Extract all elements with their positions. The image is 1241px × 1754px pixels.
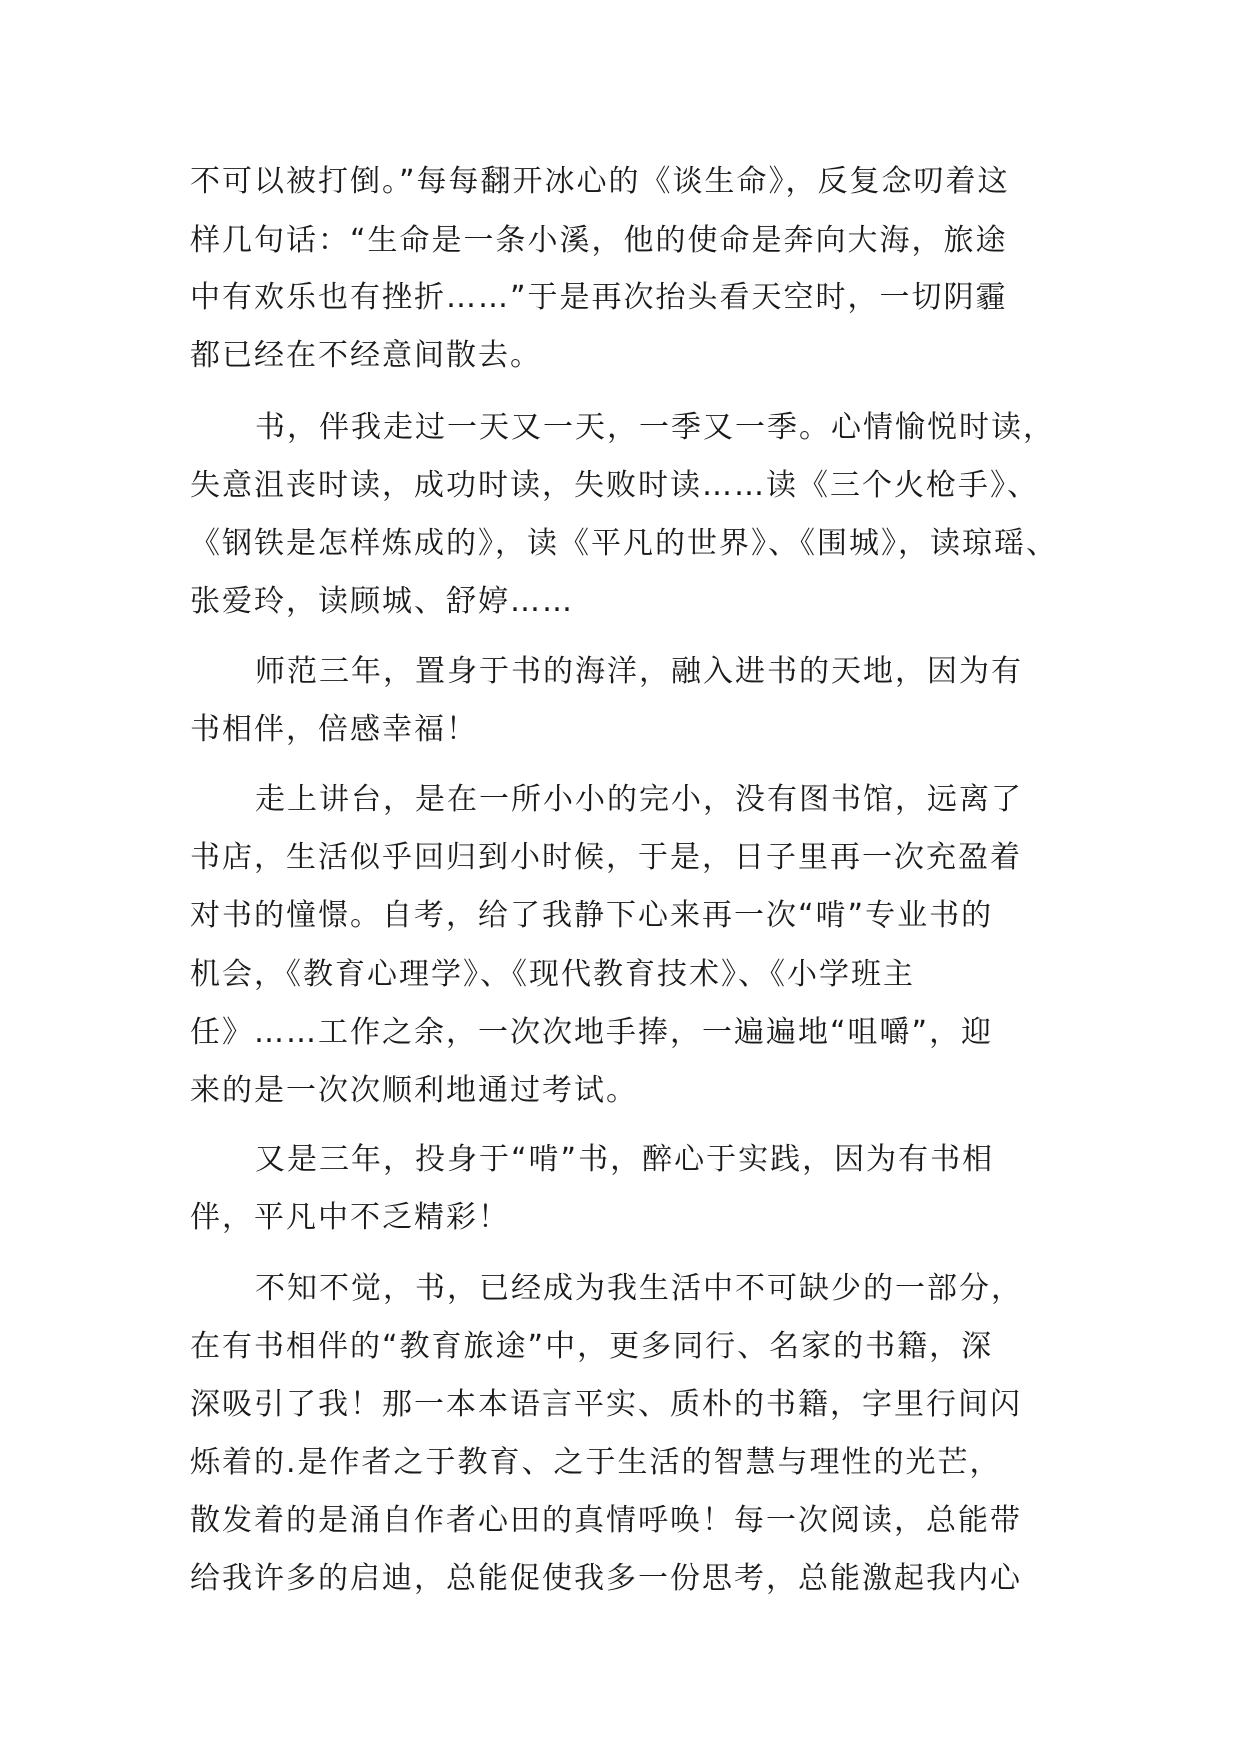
text-line: 失意沮丧时读，成功时读，失败时读……读《三个火枪手》、 bbox=[190, 468, 1039, 503]
paragraph-first-line: 师范三年，置身于书的海洋，融入进书的天地，因为有 bbox=[255, 654, 1023, 689]
paragraph-first-line: 书，伴我走过一天又一天，一季又一季。心情愉悦时读， bbox=[255, 410, 1055, 445]
text-line: 书店，生活似乎回归到小时候，于是，日子里再一次充盈着 bbox=[190, 840, 1022, 875]
text-line: 样几句话：“生命是一条小溪，他的使命是奔向大海，旅途 bbox=[190, 223, 1008, 258]
paragraph-first-line: 又是三年，投身于“啃”书，醉心于实践，因为有书相 bbox=[255, 1142, 995, 1177]
paragraph-first-line: 不知不觉，书，已经成为我生活中不可缺少的一部分， bbox=[255, 1271, 1023, 1306]
text-line: 书相伴，倍感幸福！ bbox=[190, 712, 478, 747]
text-line: 对书的憧憬。自考，给了我静下心来再一次“啃”专业书的 bbox=[190, 898, 994, 933]
text-line: 机会，《教育心理学》、《现代教育技术》、《小学班主 bbox=[190, 957, 915, 992]
text-line: 张爱玲，读顾城、舒婷…… bbox=[190, 584, 574, 619]
text-line: 来的是一次次顺利地通过考试。 bbox=[190, 1073, 638, 1108]
text-line: 伴，平凡中不乏精彩！ bbox=[190, 1200, 510, 1235]
text-line: 不可以被打倒。”每每翻开冰心的《谈生命》，反复念叨着这 bbox=[190, 164, 1010, 199]
text-line: 在有书相伴的“教育旅途”中，更多同行、名家的书籍，深 bbox=[190, 1329, 994, 1364]
text-line: 给我许多的启迪，总能促使我多一份思考，总能激起我内心 bbox=[190, 1561, 1022, 1596]
text-line: 散发着的是涌自作者心田的真情呼唤！每一次阅读，总能带 bbox=[190, 1503, 1022, 1538]
text-line: 中有欢乐也有挫折……”于是再次抬头看天空时，一切阴霾 bbox=[190, 280, 1008, 315]
text-line: 深吸引了我！那一本本语言平实、质朴的书籍，字里行间闪 bbox=[190, 1387, 1022, 1422]
text-line: 《钢铁是怎样炼成的》，读《平凡的世界》、《围城》，读琼瑶、 bbox=[190, 526, 1058, 561]
text-line: 烁着的.是作者之于教育、之于生活的智慧与理性的光芒， bbox=[190, 1445, 1002, 1480]
text-line: 任》……工作之余，一次次地手捧，一遍遍地“咀嚼”，迎 bbox=[190, 1015, 994, 1050]
text-line: 都已经在不经意间散去。 bbox=[190, 338, 542, 373]
paragraph-first-line: 走上讲台，是在一所小小的完小，没有图书馆，远离了 bbox=[255, 782, 1023, 817]
